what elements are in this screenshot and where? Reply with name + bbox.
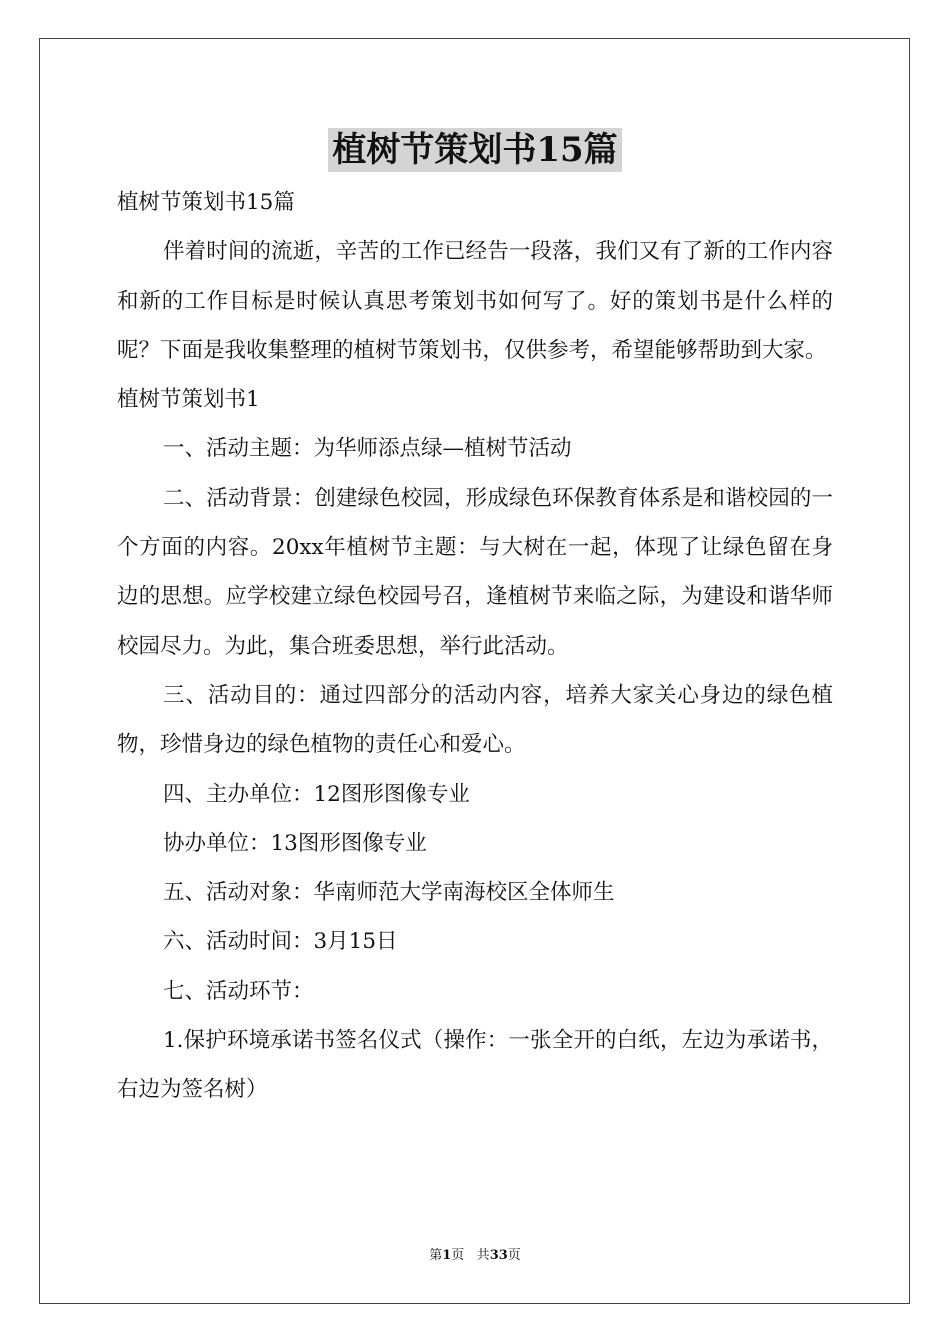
document-title: 植树节策划书15篇: [328, 128, 621, 172]
total-prefix: 共: [476, 1248, 490, 1263]
title-wrap: [0, 128, 950, 172]
paragraph: 协办单位：13图形图像专业: [163, 830, 427, 856]
page-suffix: 页: [451, 1248, 465, 1263]
paragraph: 七、活动环节：: [163, 978, 314, 1004]
paragraph: 五、活动对象：华南师范大学南海校区全体师生: [163, 880, 615, 906]
paragraph: 一、活动主题：为华师添点绿—植树节活动: [163, 436, 572, 462]
page-footer: [0, 1247, 950, 1265]
paragraph: 三、活动目的：通过四部分的活动内容，培养大家关心身边的绿色植物，珍惜身边的绿色植物的责任心和爱心。: [117, 682, 833, 758]
section-heading: 植树节策划书1: [117, 387, 260, 413]
paragraph: 1.保护环境承诺书签名仪式（操作：一张全开的白纸，左边为承诺书，右边为签名树）: [117, 1028, 833, 1103]
paragraph: 二、活动背景：创建绿色校园，形成绿色环保教育体系是和谐校园的一个方面的内容。20xx年植树节主题：与大树在一起，体现了让绿色留在身边的思想。应学校建立绿色校园号召，逢植树节来临之际，为建设和谐华师校园尽力。为此，集合班委思想，举行此活动。: [117, 485, 833, 659]
total-suffix: 页: [507, 1248, 521, 1263]
page-number: 1: [442, 1248, 452, 1263]
paragraph: 植树节策划书15篇: [117, 190, 295, 215]
total-pages: 33: [489, 1248, 508, 1263]
paragraph: 四、主办单位：12图形图像专业: [163, 781, 470, 807]
page-prefix: 第: [429, 1248, 443, 1263]
paragraph: 六、活动时间：3月15日: [163, 929, 398, 955]
document-body: [117, 178, 833, 1115]
paragraph: 伴着时间的流逝，辛苦的工作已经告一段落，我们又有了新的工作内容和新的工作目标是时候认真思考策划书如何写了。好的策划书是什么样的呢？下面是我收集整理的植树节策划书，仅供参考，希望能够帮助到大家。: [117, 239, 833, 363]
